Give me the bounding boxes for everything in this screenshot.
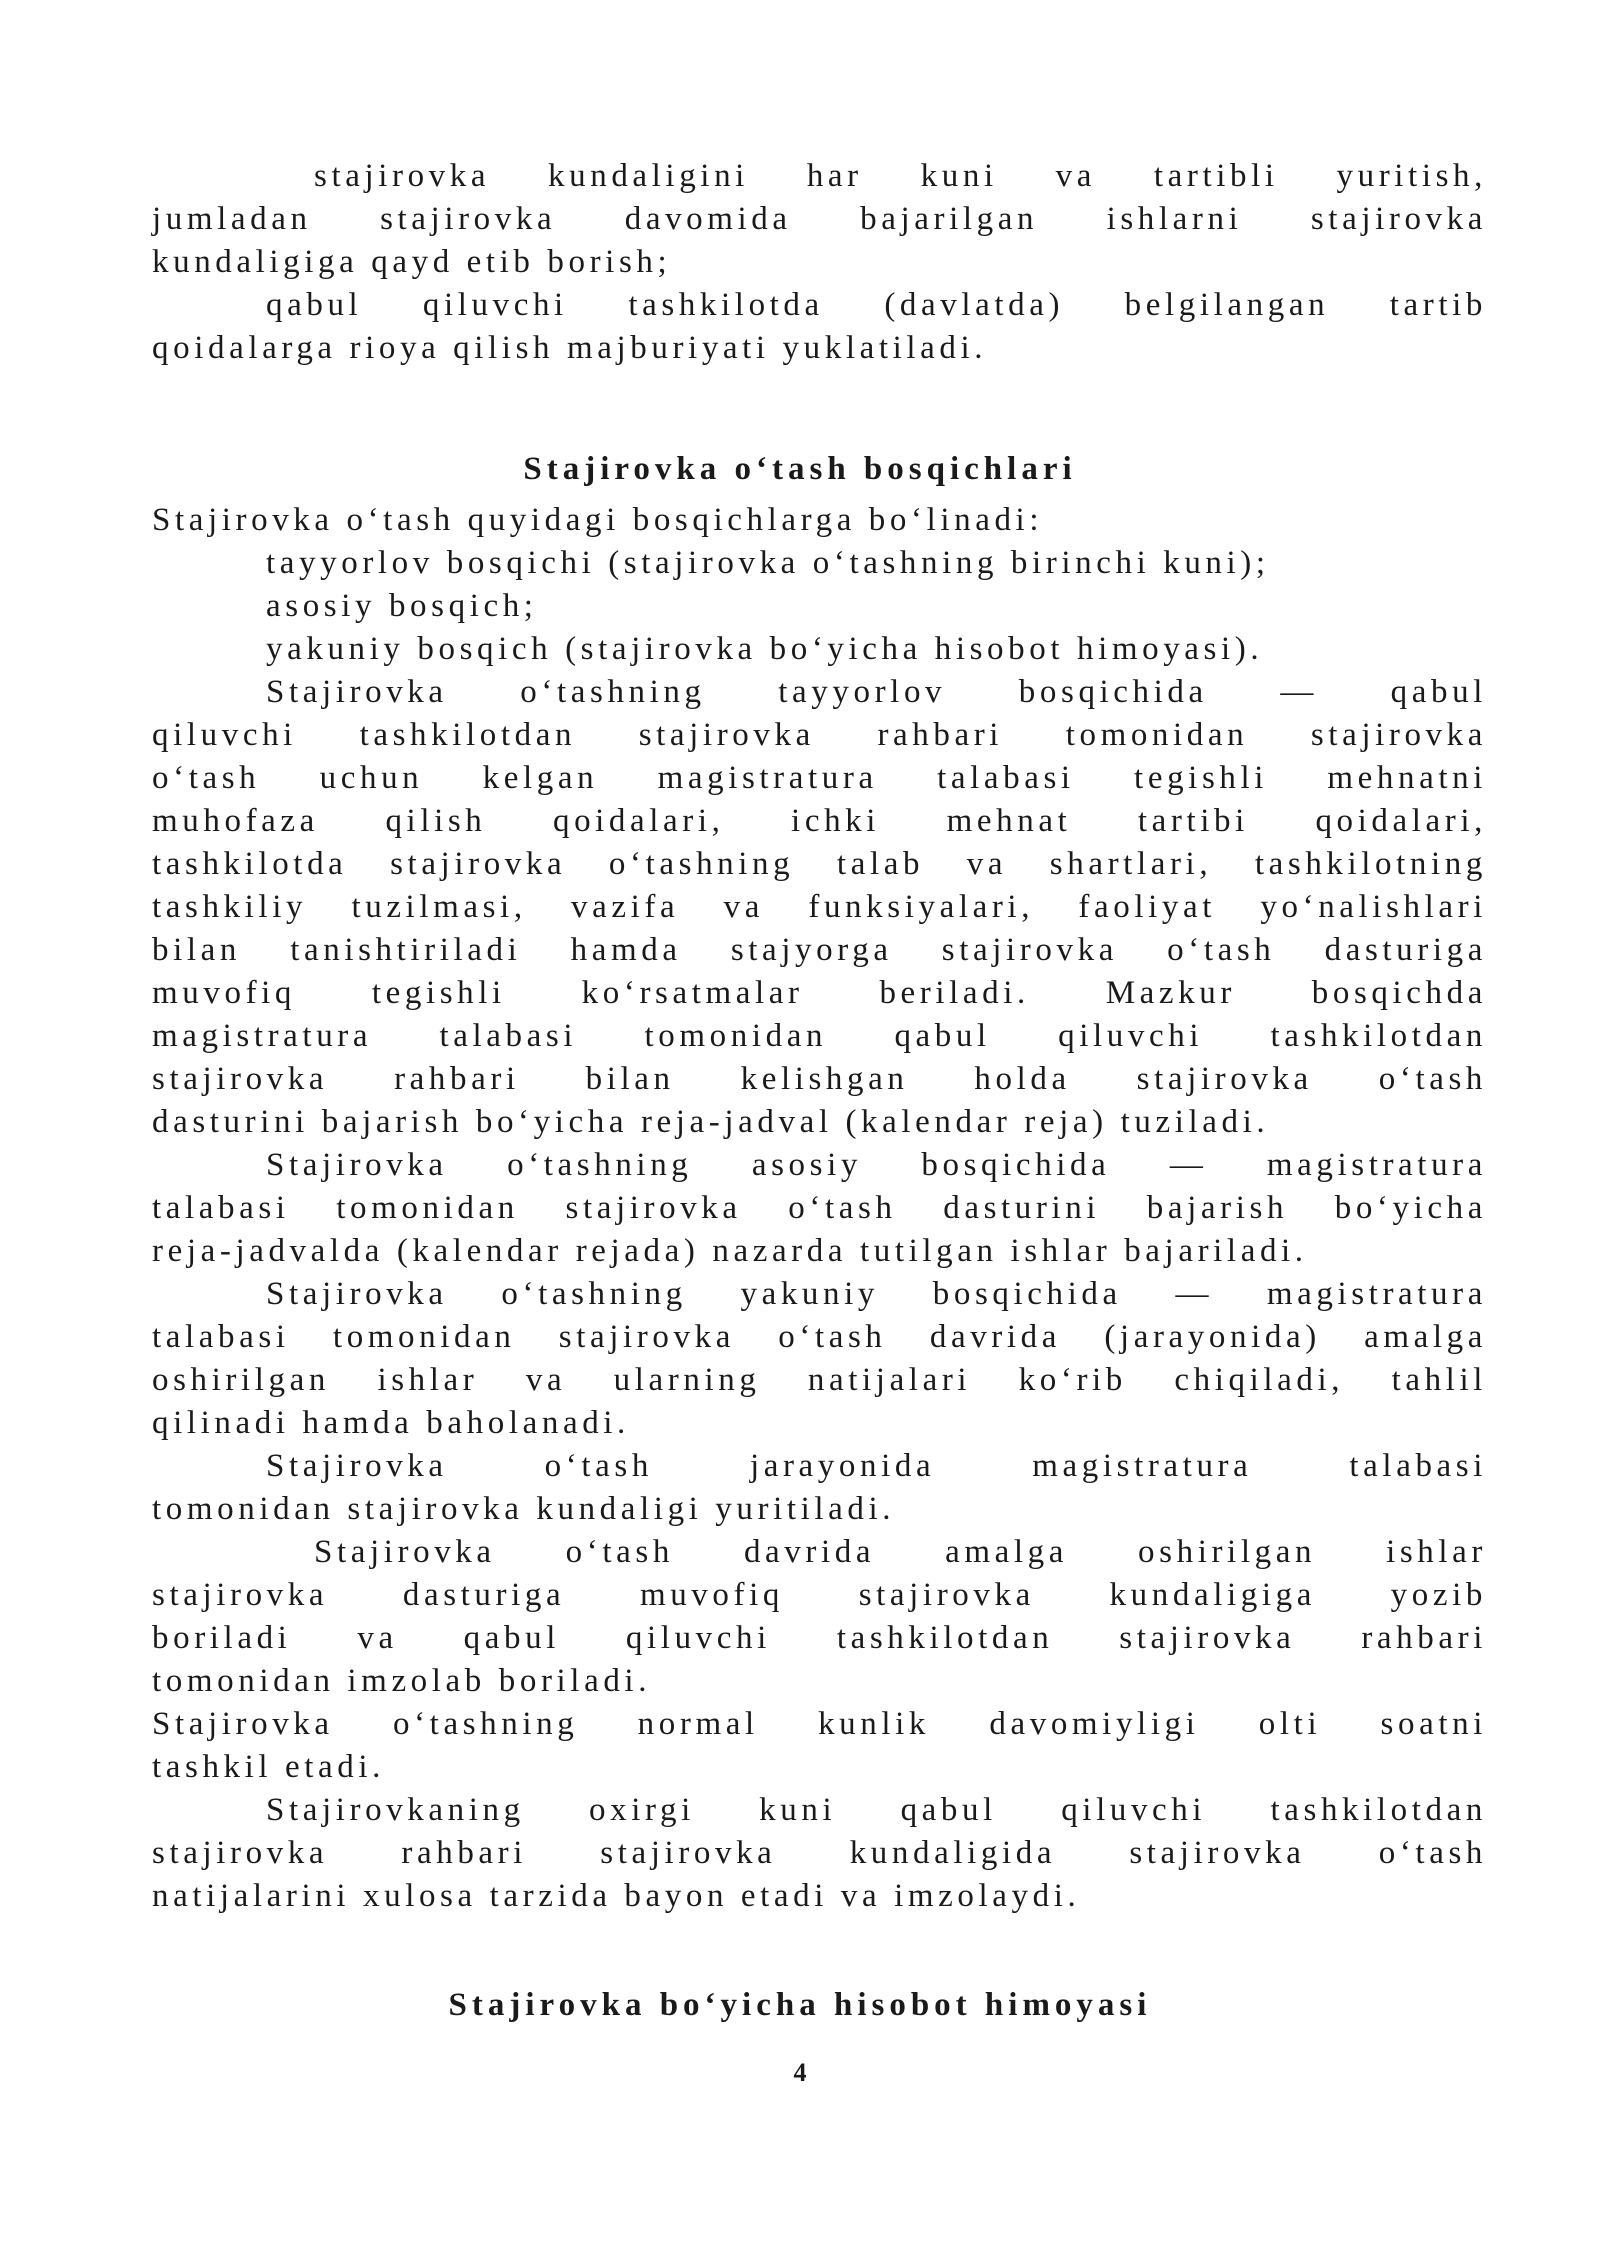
text-line: Stajirovka o‘tashning normal kunlik davomiyligi olti soatni <box>152 1706 1487 1742</box>
text-line: qoidalarga rioya qilish majburiyati yuklatiladi. <box>152 330 988 366</box>
text-line: tomonidan imzolab boriladi. <box>152 1663 652 1699</box>
text-line: Stajirovka o‘tash jarayonida magistratura talabasi <box>266 1448 1487 1484</box>
text-line: oshirilgan ishlar va ularning natijalari ko‘rib chiqiladi, tahlil <box>152 1362 1487 1398</box>
text-line: tashkilotda stajirovka o‘tashning talab va shartlari, tashkilotning <box>152 846 1487 882</box>
text-line: stajirovka rahbari stajirovka kundaligida stajirovka o‘tash <box>152 1835 1487 1871</box>
text-line: Stajirovka o‘tashning tayyorlov bosqichida — qabul <box>266 674 1487 710</box>
section-heading: Stajirovka bo‘yicha hisobot himoyasi <box>448 1987 1152 2023</box>
text-line: tashkiliy tuzilmasi, vazifa va funksiyalari, faoliyat yo‘nalishlari <box>152 889 1487 925</box>
text-line: qiluvchi tashkilotdan stajirovka rahbari tomonidan stajirovka <box>152 717 1487 753</box>
list-item: yakuniy bosqich (stajirovka bo‘yicha hisobot himoyasi). <box>266 631 1264 667</box>
text-line: boriladi va qabul qiluvchi tashkilotdan stajirovka rahbari <box>152 1620 1487 1656</box>
text-line: magistratura talabasi tomonidan qabul qiluvchi tashkilotdan <box>152 1018 1487 1054</box>
text-line: qilinadi hamda baholanadi. <box>152 1405 630 1441</box>
text-line: muhofaza qilish qoidalari, ichki mehnat tartibi qoidalari, <box>152 803 1487 839</box>
text-line: Stajirovka o‘tashning yakuniy bosqichida — magistratura <box>266 1276 1487 1312</box>
section-heading: Stajirovka o‘tash bosqichlari <box>523 451 1077 487</box>
text-line: stajirovka dasturiga muvofiq stajirovka kundaligiga yozib <box>152 1577 1487 1613</box>
text-line: jumladan stajirovka davomida bajarilgan ishlarni stajirovka <box>152 201 1487 237</box>
text-line: muvofiq tegishli ko‘rsatmalar beriladi. Mazkur bosqichda <box>152 975 1487 1011</box>
text-line: Stajirovka o‘tashning asosiy bosqichida — magistratura <box>266 1147 1487 1183</box>
text-line: stajirovka kundaligini har kuni va tartibli yuritish, <box>314 158 1487 194</box>
text-line: tashkil etadi. <box>152 1749 386 1785</box>
text-line: dasturini bajarish bo‘yicha reja-jadval (kalendar reja) tuziladi. <box>152 1104 1270 1140</box>
text-line: bilan tanishtiriladi hamda stajyorga stajirovka o‘tash dasturiga <box>152 932 1487 968</box>
text-line: qabul qiluvchi tashkilotda (davlatda) belgilangan tartib <box>266 287 1487 323</box>
text-line: o‘tash uchun kelgan magistratura talabasi tegishli mehnatni <box>152 760 1487 796</box>
list-item: asosiy bosqich; <box>266 588 538 624</box>
text-line: Stajirovkaning oxirgi kuni qabul qiluvchi tashkilotdan <box>266 1792 1487 1828</box>
text-line: talabasi tomonidan stajirovka o‘tash dasturini bajarish bo‘yicha <box>152 1190 1487 1226</box>
list-item: tayyorlov bosqichi (stajirovka o‘tashning birinchi kuni); <box>266 545 1270 581</box>
text-line: tomonidan stajirovka kundaligi yuritiladi. <box>152 1491 896 1527</box>
text-line: talabasi tomonidan stajirovka o‘tash davrida (jarayonida) amalga <box>152 1319 1487 1355</box>
text-line: reja-jadvalda (kalendar rejada) nazarda tutilgan ishlar bajariladi. <box>152 1233 1308 1269</box>
text-line: Stajirovka o‘tash quyidagi bosqichlarga bo‘linadi: <box>152 502 1044 538</box>
text-line: stajirovka rahbari bilan kelishgan holda stajirovka o‘tash <box>152 1061 1487 1097</box>
text-line: natijalarini xulosa tarzida bayon etadi va imzolaydi. <box>152 1878 1081 1914</box>
text-line: kundaligiga qayd etib borish; <box>152 244 672 280</box>
text-line: Stajirovka o‘tash davrida amalga oshirilgan ishlar <box>314 1534 1487 1570</box>
page-number: 4 <box>793 2058 807 2087</box>
